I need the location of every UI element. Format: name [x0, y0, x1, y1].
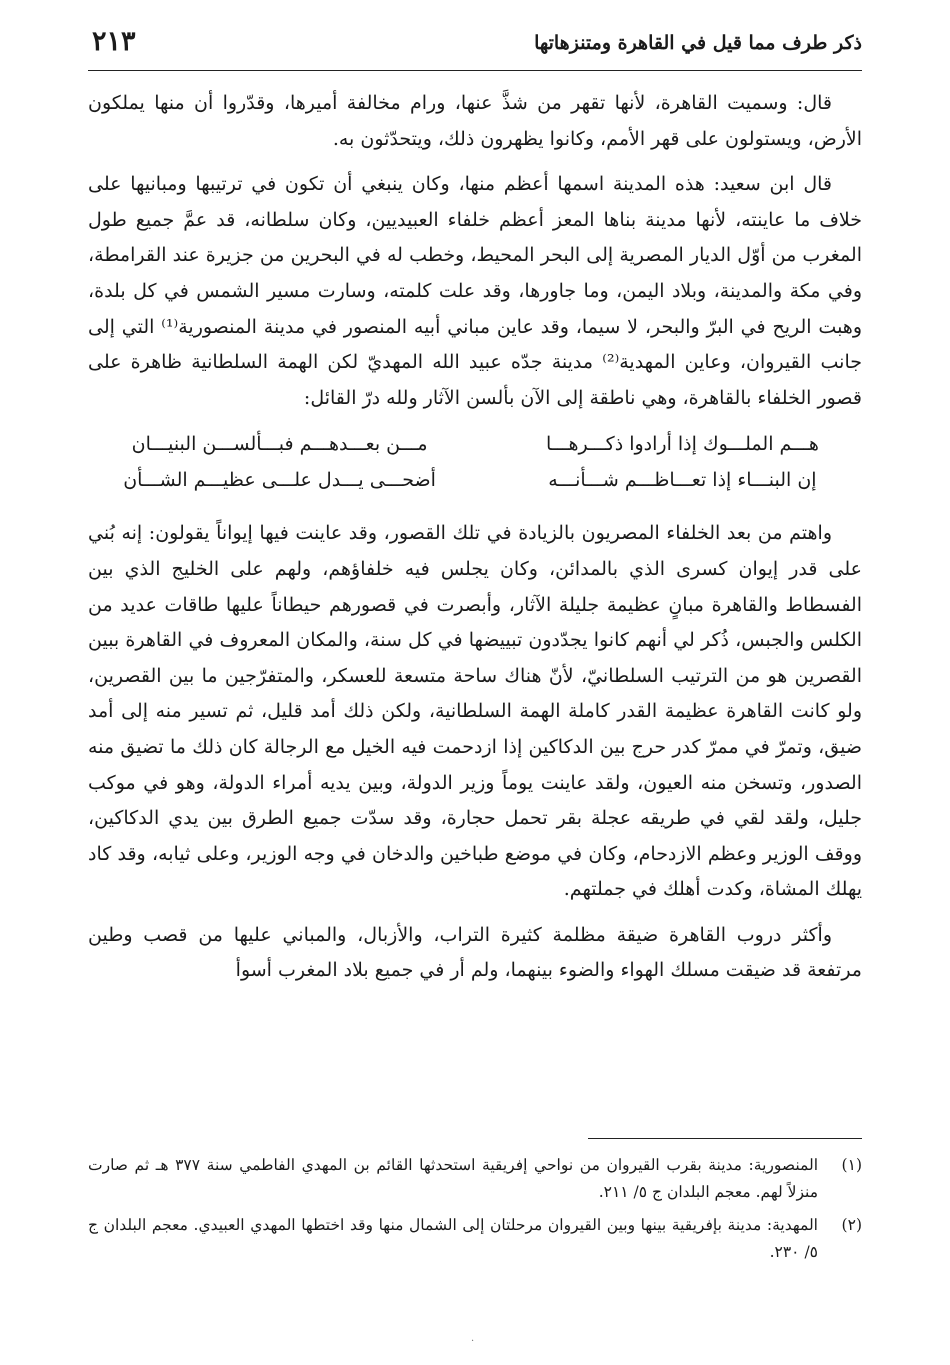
- footnote-number: (٢): [841, 1216, 862, 1234]
- second-hemistich: مـــن بعـــدهـــم فبـــألســـن البنيـــان: [131, 433, 428, 456]
- paragraph: وأكثر دروب القاهرة ضيقة مظلمة كثيرة التراب، والأزبال، والمباني عليها من قصب وطين مرتفعة قد ضيقت مسلك الهواء والضوء بينهما، ولم أر في جميع بلاد المغرب أسوأ: [88, 923, 862, 982]
- main-text: [88, 86, 862, 999]
- footnote-text: المنصورية: مدينة بقرب القيروان من نواحي إفريقية استحدثها القائم بن المهدي الفاطمي سنة ٣٧٧ هـ ثم صارت منزلاً لهم. معجم البلدان ج ٥/ ٢١١.: [88, 1156, 819, 1201]
- first-hemistich: هـــم الملـــوك إذا أرادوا ذكـــرهـــا: [545, 433, 819, 456]
- first-hemistich: إن البنـــاء إذا تعـــاظـــم شـــأنـــه: [548, 469, 817, 492]
- footnote-divider: [588, 1138, 862, 1139]
- poem-line: [88, 426, 862, 462]
- footnote: [88, 1212, 862, 1266]
- paragraph: واهتم من بعد الخلفاء المصريون بالزيادة في تلك القصور، وقد عاينت فيها إيواناً يقولون: إنه بُني على قدر إيوان كسرى الذي بالمدائن، وكان يجلس فيه خلفاؤهم، ولهم على الخليج الذي بين الفسطاط والقاهرة مبانٍ عظيمة جليلة الآثار، وأبصرت في قصورهم حيطاناً عليها طاقات عديد من الكلس والجبس، ذُكر لي أنهم كانوا يجدّدون تبييضها في كل سنة، والمكان المعروف في القاهرة ببين القصرين هو من الترتيب السلطانيّ، لأنّ هناك ساحة متسعة للعسكر، والمتفرّجين ما بين القصرين، ولو كانت القاهرة عظيمة القدر كاملة الهمة السلطانية، ولكن ذلك أمد قليل، ثم تسير منه إلى أمد ضيق، وتمرّ في ممرّ كدر حرج بين الدكاكين إذا ازدحمت فيه الخيل مع الرجالة كان ذلك ما تضيق منه الصدور، وتسخن منه العيون، ولقد عاينت يوماً وزير الدولة، وبين يديه أمراء الدولة، وهو في موكب جليل، ولقد لقي في طريقه عجلة بقر تحمل حجارة، وقد سدّت جميع الطرق بين يدي الدكاكين، ووقف الوزير وعظم الازدحام، وكان في موضع طباخين والدخان في وجه الوزير، وعلى ثيابه، وقد كاد يهلك المشاة، وكدت أهلك في جملتهم.: [88, 522, 862, 901]
- footnote-text: المهدية: مدينة بإفريقية بينها وبين القيروان مرحلتان إلى الشمال منها وقد اختطها المهدي العبيدي. معجم البلدان ج ٥/ ٢٣٠.: [88, 1216, 818, 1261]
- paragraph: قال ابن سعيد: هذه المدينة اسمها أعظم منها، وكان ينبغي أن تكون في ترتيبها ومبانيها على خلاف ما عاينته، لأنها مدينة بناها المعز أعظم خلفاء العبيديين، وكان سلطانه، قد عمَّ جميع طول المغرب من أوّل الديار المصرية إلى البحر المحيط، وخطب له في البحرين من جزيرة عند القرامطة، وفي مكة والمدينة، وبلاد اليمن، وما جاورها، وقد علت كلمته، وسارت مسير الشمس في كل بلدة، وهبت الريح في البرّ والبحر، لا سيما، وقد عاين مباني أبيه المنصور في مدينة المنصورية⁽¹⁾ التي إلى جانب القيروان، وعاين المهدية⁽²⁾ مدينة جدّه عبيد الله المهديّ لكن الهمة السلطانية ظاهرة على قصور الخلفاء بالقاهرة، وهي ناطقة إلى الآن بألسن الآثار ولله درّ القائل:: [88, 173, 862, 409]
- poem-line: [88, 462, 862, 498]
- footnote-number: (١): [841, 1156, 862, 1174]
- scan-mark: ·: [471, 1336, 475, 1347]
- footnotes: [88, 1152, 862, 1272]
- footnote: [88, 1152, 862, 1206]
- header-divider: [88, 70, 862, 71]
- page-number: ٢١٣: [92, 26, 136, 57]
- paragraph: قال: وسميت القاهرة، لأنها تقهر من شذَّ عنها، ورام مخالفة أميرها، وقدّروا أن منها يملكون الأرض، ويستولون على قهر الأمم، وكانوا يظهرون ذلك، ويتحدّثون به.: [88, 92, 862, 150]
- running-header: [88, 26, 862, 66]
- poem-verses: [88, 426, 862, 498]
- chapter-title: ذكر طرف مما قيل في القاهرة ومتنزهاتها: [534, 32, 862, 54]
- second-hemistich: أضحـــى يـــدل علـــى عظيـــم الشـــأن: [123, 469, 436, 492]
